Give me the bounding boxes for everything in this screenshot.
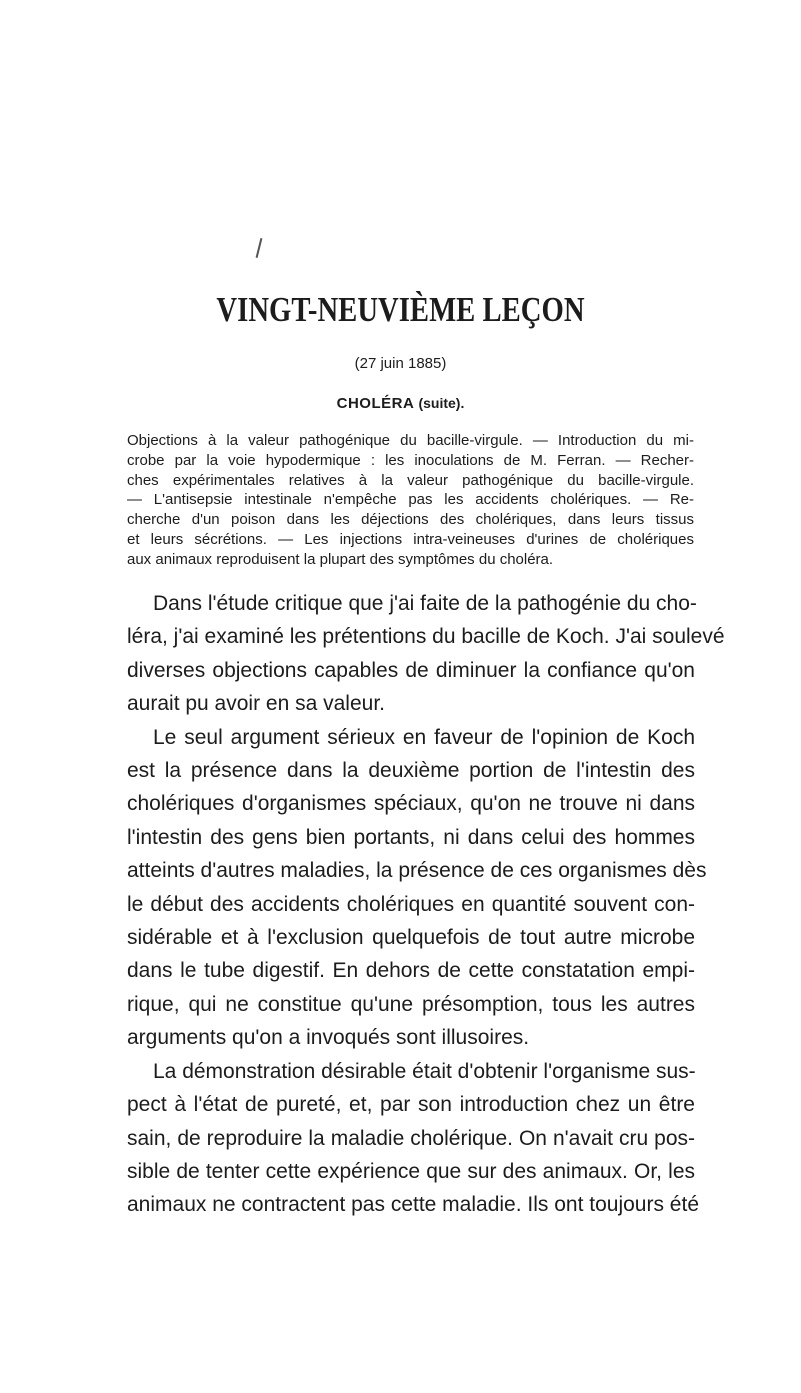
section-heading bbox=[0, 395, 801, 412]
body-line: sain, de reproduire la maladie cholérique. On n'avait cru pos- bbox=[127, 1126, 695, 1150]
body-line: atteints d'autres maladies, la présence de ces organismes dès bbox=[127, 859, 707, 883]
summary-line: crobe par la voie hypodermique : les inoculations de M. Ferran. — Recher- bbox=[127, 451, 694, 469]
summary-line: cherche d'un poison dans les déjections des cholériques, dans leurs tissus bbox=[127, 511, 694, 529]
body-line: Le seul argument sérieux en faveur de l'opinion de Koch bbox=[153, 725, 695, 749]
summary-line: — L'antisepsie intestinale n'empêche pas les accidents cholériques. — Re- bbox=[127, 491, 694, 509]
body-line: pect à l'état de pureté, et, par son introduction chez un être bbox=[127, 1093, 695, 1117]
body-line: sidérable et à l'exclusion quelquefois de tout autre microbe bbox=[127, 926, 695, 950]
summary-line: et leurs sécrétions. — Les injections intra-veineuses d'urines de cholériques bbox=[127, 530, 694, 548]
summary-line: Objections à la valeur pathogénique du bacille-virgule. — Introduction du mi- bbox=[127, 432, 694, 449]
summary-line: aux animaux reproduisent la plupart des symptômes du choléra. bbox=[127, 550, 554, 568]
stray-ink-mark bbox=[256, 238, 263, 258]
body-line: l'intestin des gens bien portants, ni dans celui des hommes bbox=[127, 825, 695, 849]
section-title: CHOLÉRA bbox=[336, 395, 415, 412]
body-line: sible de tenter cette expérience que sur des animaux. Or, les bbox=[127, 1159, 695, 1183]
body-line: La démonstration désirable était d'obtenir l'organisme sus- bbox=[153, 1059, 696, 1083]
body-line: cholériques d'organismes spéciaux, qu'on ne trouve ni dans bbox=[127, 792, 695, 816]
body-line: diverses objections capables de diminuer la confiance qu'on bbox=[127, 658, 695, 682]
lesson-summary bbox=[127, 431, 694, 570]
summary-line: ches expérimentales relatives à la valeur pathogénique du bacille-virgule. bbox=[127, 471, 694, 489]
section-suite: (suite). bbox=[418, 395, 465, 411]
body-line: léra, j'ai examiné les prétentions du bacille de Koch. J'ai soulevé bbox=[127, 625, 725, 649]
lesson-date: (27 juin 1885) bbox=[354, 355, 447, 372]
body-line: dans le tube digestif. En dehors de cette constatation empi- bbox=[127, 959, 695, 983]
body-line: animaux ne contractent pas cette maladie. Ils ont toujours été bbox=[127, 1193, 699, 1217]
body-line: est la présence dans la deuxième portion de l'intestin des bbox=[127, 759, 695, 783]
body-line: aurait pu avoir en sa valeur. bbox=[127, 692, 385, 716]
body-line: arguments qu'on a invoqués sont illusoires. bbox=[127, 1026, 530, 1050]
body-line: Dans l'étude critique que j'ai faite de la pathogénie du cho- bbox=[153, 592, 697, 615]
body-text bbox=[127, 587, 725, 1222]
body-line: rique, qui ne constitue qu'une présomption, tous les autres bbox=[127, 992, 695, 1016]
body-line: le début des accidents cholériques en quantité souvent con- bbox=[127, 892, 695, 916]
lesson-title: VINGT-NEUVIÈME LEÇON bbox=[216, 290, 585, 329]
